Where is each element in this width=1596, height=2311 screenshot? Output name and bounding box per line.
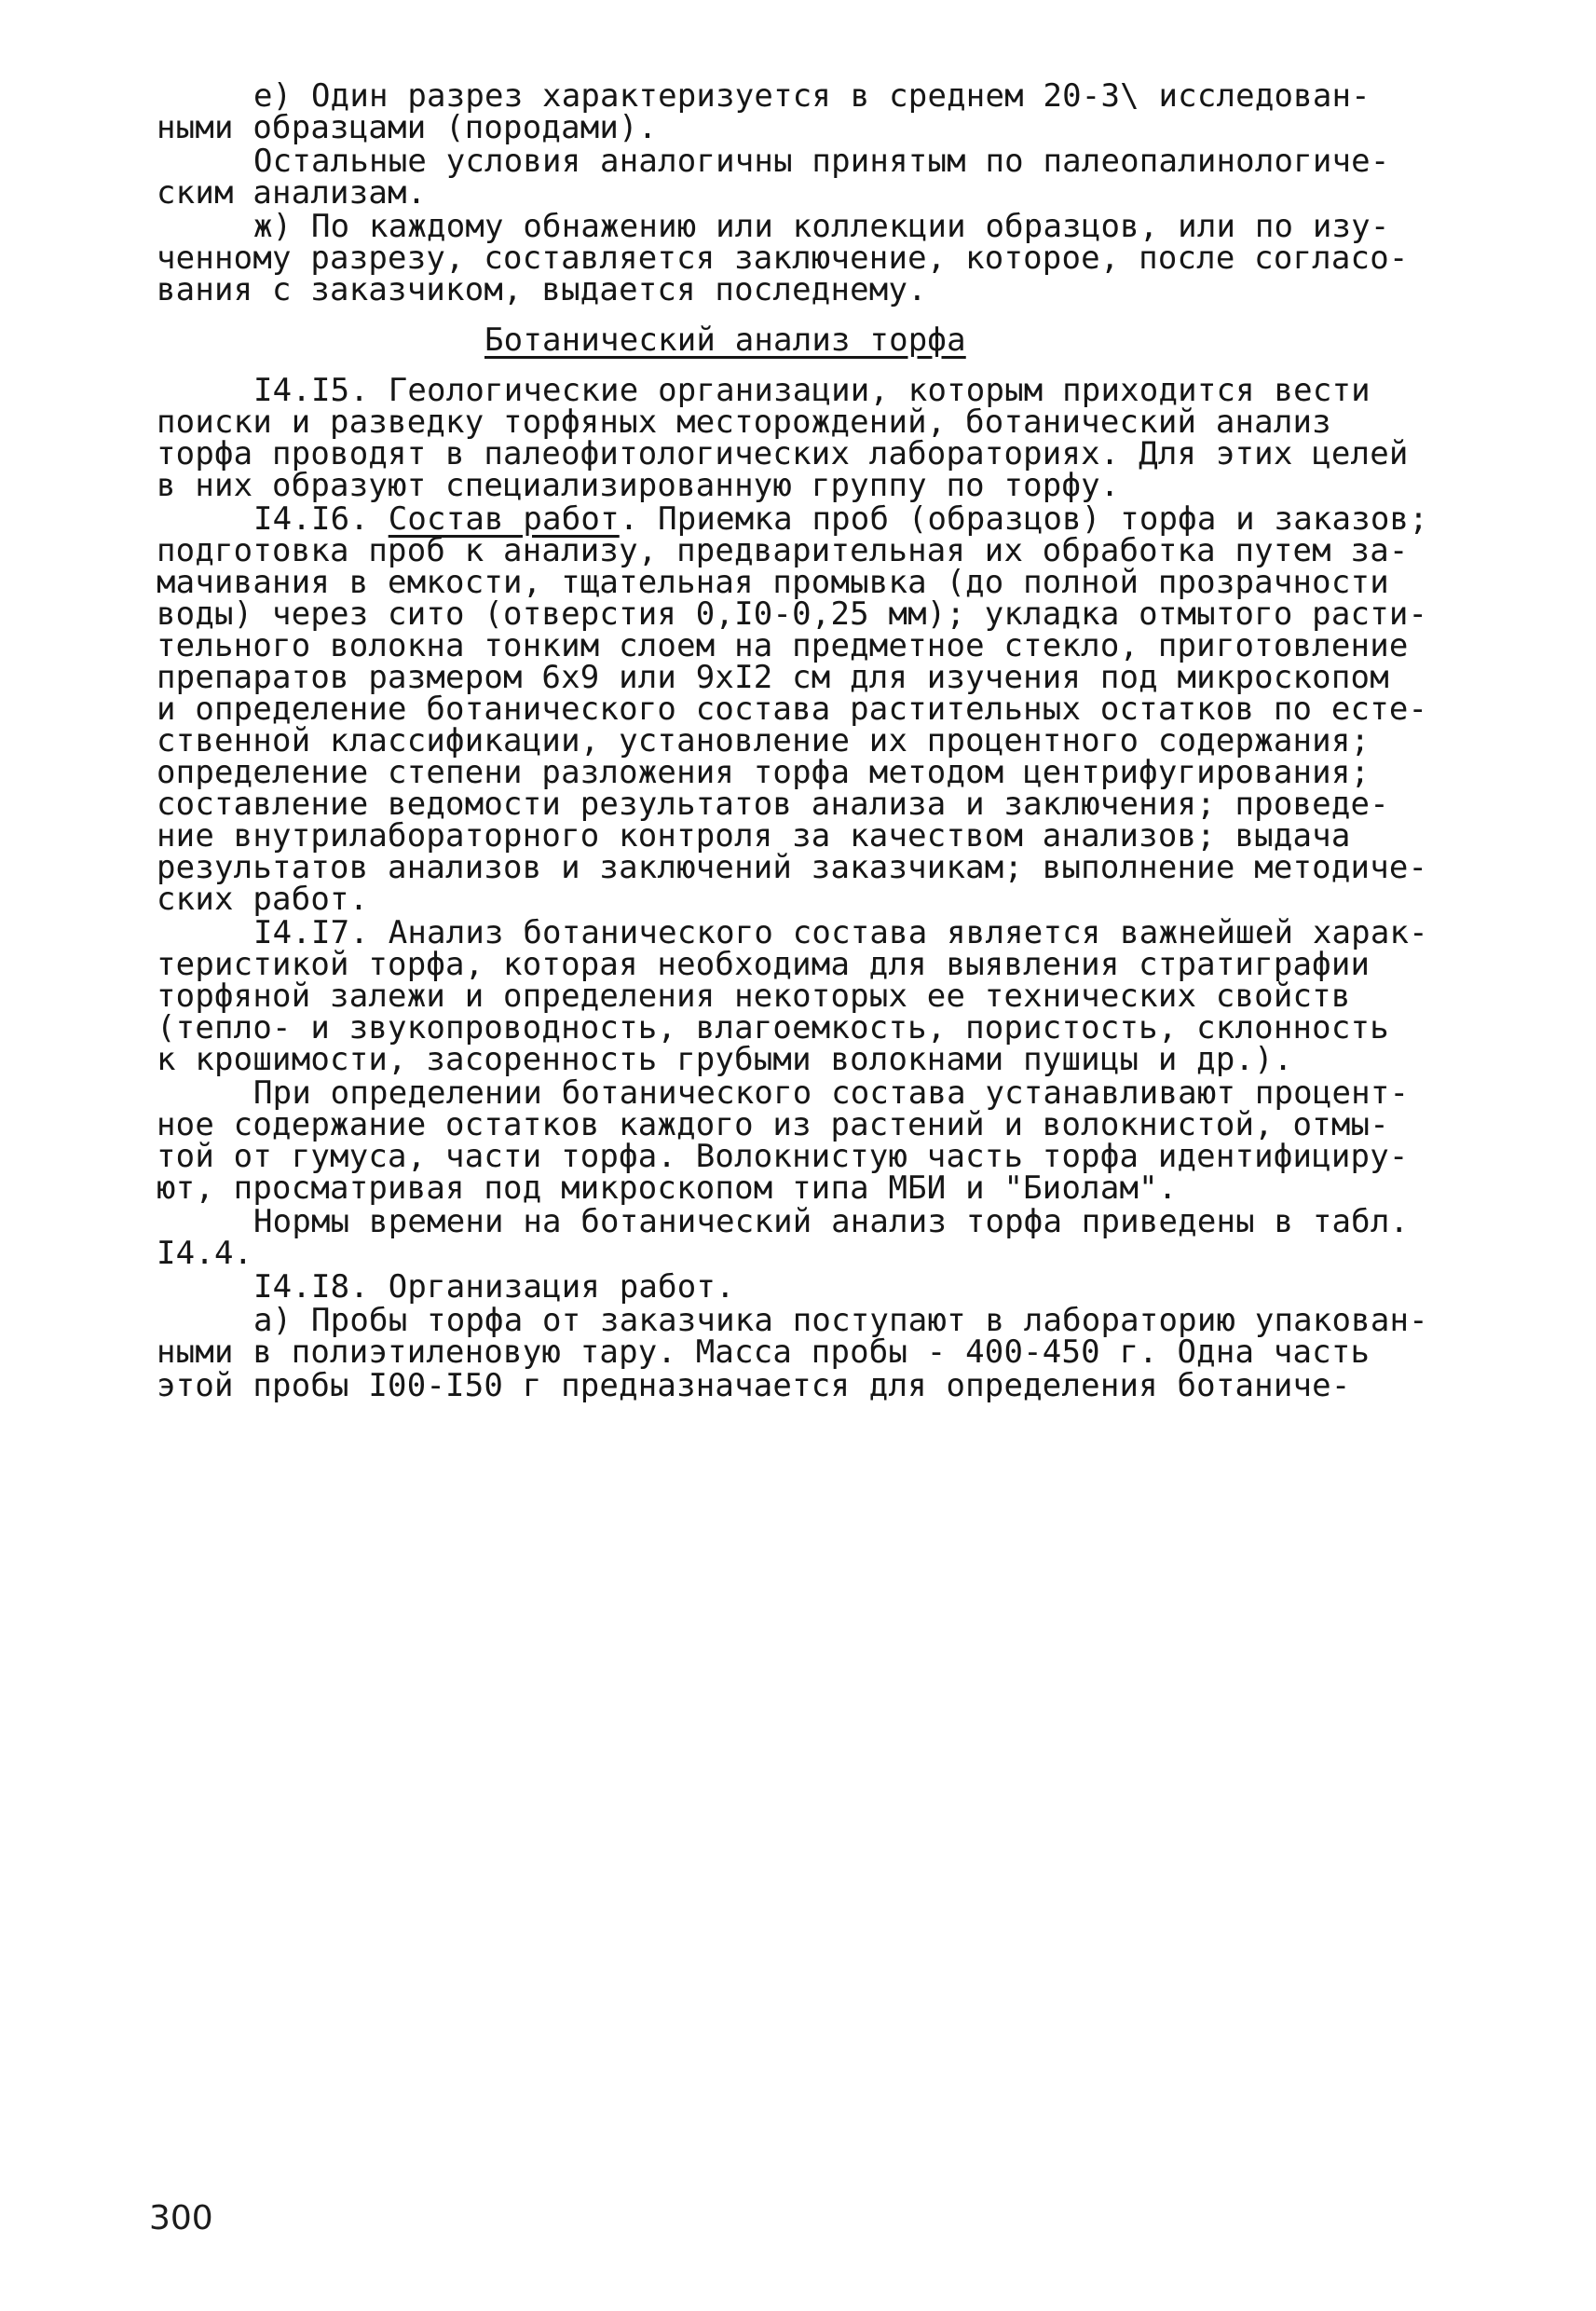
text-line: ют, просматривая под микроскопом типа МБИ и "Биолам". <box>157 1169 1178 1207</box>
paragraph-text: . Приемка проб (образцов) торфа и заказов; <box>619 500 1428 538</box>
text-line: ными в полиэтиленовую тару. Масса пробы - 400-450 г. Одна часть <box>157 1333 1371 1371</box>
text-line: торфа проводят в палеофитологических лабораториях. Для этих целей <box>157 435 1409 472</box>
text-line: I4.I8. Организация работ. <box>253 1268 735 1306</box>
text-line: составление ведомости результатов анализа и заключения; проведе- <box>157 786 1389 823</box>
page-number: 300 <box>149 2199 213 2237</box>
text-line: подготовка проб к анализу, предварительная их обработка путем за- <box>157 532 1409 569</box>
text-line: к крошимости, засоренность грубыми волокнами пушицы и др.). <box>157 1041 1293 1078</box>
text-line: ное содержание остатков каждого из растений и волокнистой, отмы- <box>157 1106 1389 1143</box>
text-line: I4.I7. Анализ ботанического состава является важнейшей харак- <box>253 914 1428 951</box>
text-line: ственной классификации, установление их процентного содержания; <box>157 722 1371 759</box>
text-line: поиски и разведку торфяных месторождений, ботанический анализ <box>157 403 1331 441</box>
text-line: определение степени разложения торфа методом центрифугирования; <box>157 754 1371 791</box>
text-line: Остальные условия аналогичны принятым по палеопалинологиче- <box>253 143 1390 180</box>
text-line: торфяной залежи и определения некоторых ее технических свойств <box>157 978 1351 1015</box>
text-line: вания с заказчиком, выдается последнему. <box>157 271 927 308</box>
text-line: препаратов размером 6х9 или 9хI2 см для изучения под микроскопом <box>157 659 1389 696</box>
text-line: При определении ботанического состава устанавливают процент- <box>253 1074 1410 1112</box>
text-line: той от гумуса, части торфа. Волокнистую часть торфа идентифициру- <box>157 1138 1409 1175</box>
text-line: ными образцами (породами). <box>157 109 658 146</box>
text-line: I4.I5. Геологические организации, которым приходится вести <box>253 372 1371 409</box>
text-line: результатов анализов и заключений заказчикам; выполнение методиче- <box>157 849 1428 886</box>
text-line: ченному разрезу, составляется заключение, которое, после согласо- <box>157 239 1409 277</box>
text-line: I4.4. <box>157 1235 253 1272</box>
text-line: ских работ. <box>157 881 369 918</box>
text-line: и определение ботанического состава растительных остатков по есте- <box>157 691 1428 728</box>
text-line: ние внутрилабораторного контроля за качеством анализов; выдача <box>157 817 1351 855</box>
text-line: а) Пробы торфа от заказчика поступают в лабораторию упакован- <box>253 1302 1428 1339</box>
paragraph-number: I4.I6. <box>253 500 389 538</box>
underlined-term: Состав работ <box>388 500 620 538</box>
text-line: мачивания в емкости, тщательная промывка (до полной прозрачности <box>157 564 1389 601</box>
text-line: (тепло- и звукопроводность, влагоемкость, пористость, склонность <box>157 1009 1389 1046</box>
text-line: Нормы времени на ботанический анализ торфа приведены в табл. <box>253 1203 1410 1240</box>
text-line: теристикой торфа, которая необходима для выявления стратиграфии <box>157 946 1371 983</box>
text-line: воды) через сито (отверстия 0,I0-0,25 мм); укладка отмытого расти- <box>157 595 1428 633</box>
text-line: тельного волокна тонким слоем на предметное стекло, приготовление <box>157 627 1409 664</box>
text-line: этой пробы I00-I50 г предназначается для определения ботаниче- <box>157 1367 1351 1404</box>
text-line: ским анализам. <box>157 174 427 212</box>
text-line: в них образуют специализированную группу по торфу. <box>157 467 1120 504</box>
section-heading: Ботанический анализ торфа <box>484 321 966 359</box>
text-line: е) Один разрез характеризуется в среднем 20-3\ исследован- <box>253 77 1371 115</box>
text-line: ж) По каждому обнажению или коллекции образцов, или по изу- <box>253 208 1390 245</box>
